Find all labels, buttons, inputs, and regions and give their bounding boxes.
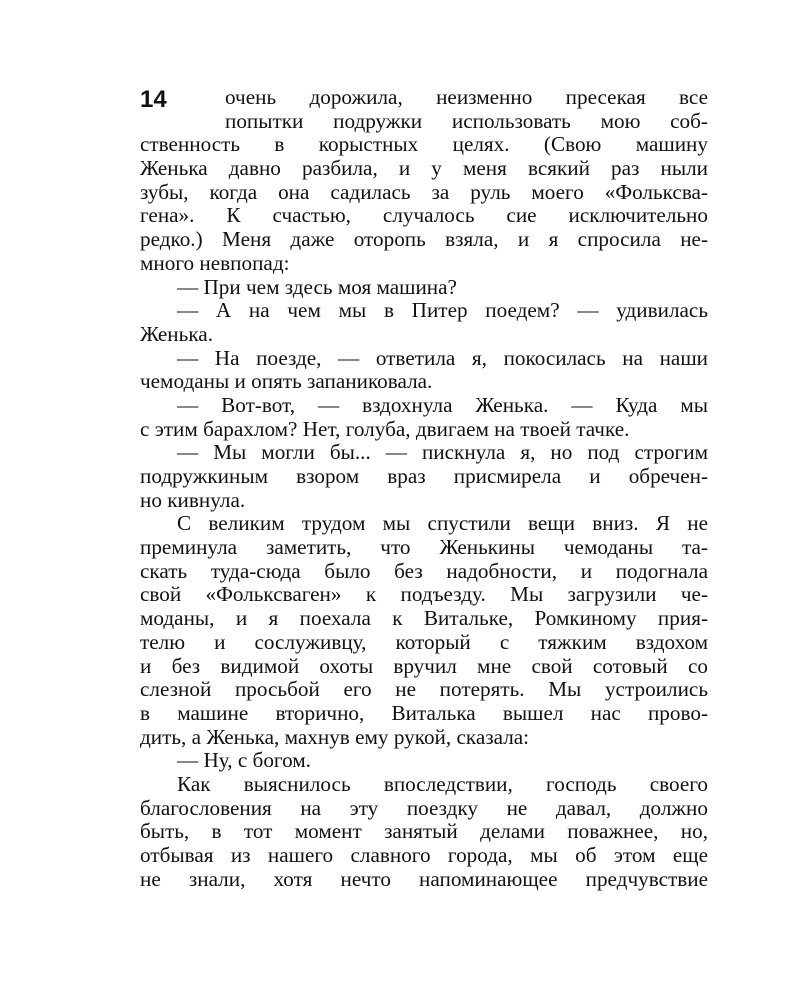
text-line: преминула заметить, что Женькины чемоданы та- (140, 536, 708, 560)
page-body (140, 86, 708, 891)
text-line: благословения на эту поездку не давал, должно (140, 796, 708, 820)
text-line: не знали, хотя нечто напоминающее предчувствие (140, 867, 708, 891)
text-line: в машине вторично, Виталька вышел нас прово- (140, 701, 708, 725)
text-line: и без видимой охоты вручил мне свой сотовый со (140, 654, 708, 678)
text-line: — Ну, с богом. (177, 749, 311, 773)
text-line: — Мы могли бы... — пискнула я, но под строгим (177, 441, 708, 465)
text-line: очень дорожила, неизменно пресекая все (225, 86, 708, 109)
text-line: — Вот-вот, — вздохнула Женька. — Куда мы (177, 393, 708, 417)
text-line: — При чем здесь моя машина? (177, 275, 457, 299)
text-line: моданы, и я поехала к Витальке, Ромкиному прия- (140, 607, 708, 631)
text-line: чемоданы и опять запаниковала. (140, 370, 433, 394)
text-line: много невпопад: (140, 251, 290, 275)
text-line: Женька. (140, 322, 213, 346)
text-line: свой «Фольксваген» к подъезду. Мы загрузили че- (140, 583, 708, 607)
text-line: попытки подружки использовать мою соб- (225, 109, 708, 133)
text-line: дить, а Женька, махнув ему рукой, сказала: (140, 725, 530, 749)
text-line: зубы, когда она садилась за руль моего «Фольксва- (140, 180, 708, 204)
text-line: подружкиным взором враз присмирела и обречен- (140, 465, 708, 488)
text-line: с этим барахлом? Нет, голуба, двигаем на твоей тачке. (140, 417, 630, 441)
text-line: ственность в корыстных целях. (Свою машину (140, 133, 708, 157)
page-number: 14 (140, 86, 167, 113)
text-line: гена». К счастью, случалось сие исключительно (140, 204, 708, 228)
text-line: Женька давно разбила, и у меня всякий раз ныли (140, 157, 708, 181)
text-line: С великим трудом мы спустили вещи вниз. Я не (177, 512, 708, 536)
text-line: отбывая из нашего славного города, мы об этом еще (140, 844, 708, 867)
text-line: быть, в тот момент занятый делами поважнее, но, (140, 820, 708, 844)
text-line: — На поезде, — ответила я, покосилась на наши (177, 346, 708, 370)
text-line: слезной просьбой его не потерять. Мы устроились (140, 678, 708, 702)
text-line: редко.) Меня даже оторопь взяла, и я спросила не- (140, 228, 708, 252)
text-line: телю и сослуживцу, который с тяжким вздохом (140, 630, 708, 654)
text-line: — А на чем мы в Питер поедем? — удивилась (177, 299, 708, 323)
text-line: но кивнула. (140, 488, 246, 512)
text-line: скать туда-сюда было без надобности, и подогнала (140, 559, 708, 583)
text-line: Как выяснилось впоследствии, господь своего (177, 772, 708, 796)
